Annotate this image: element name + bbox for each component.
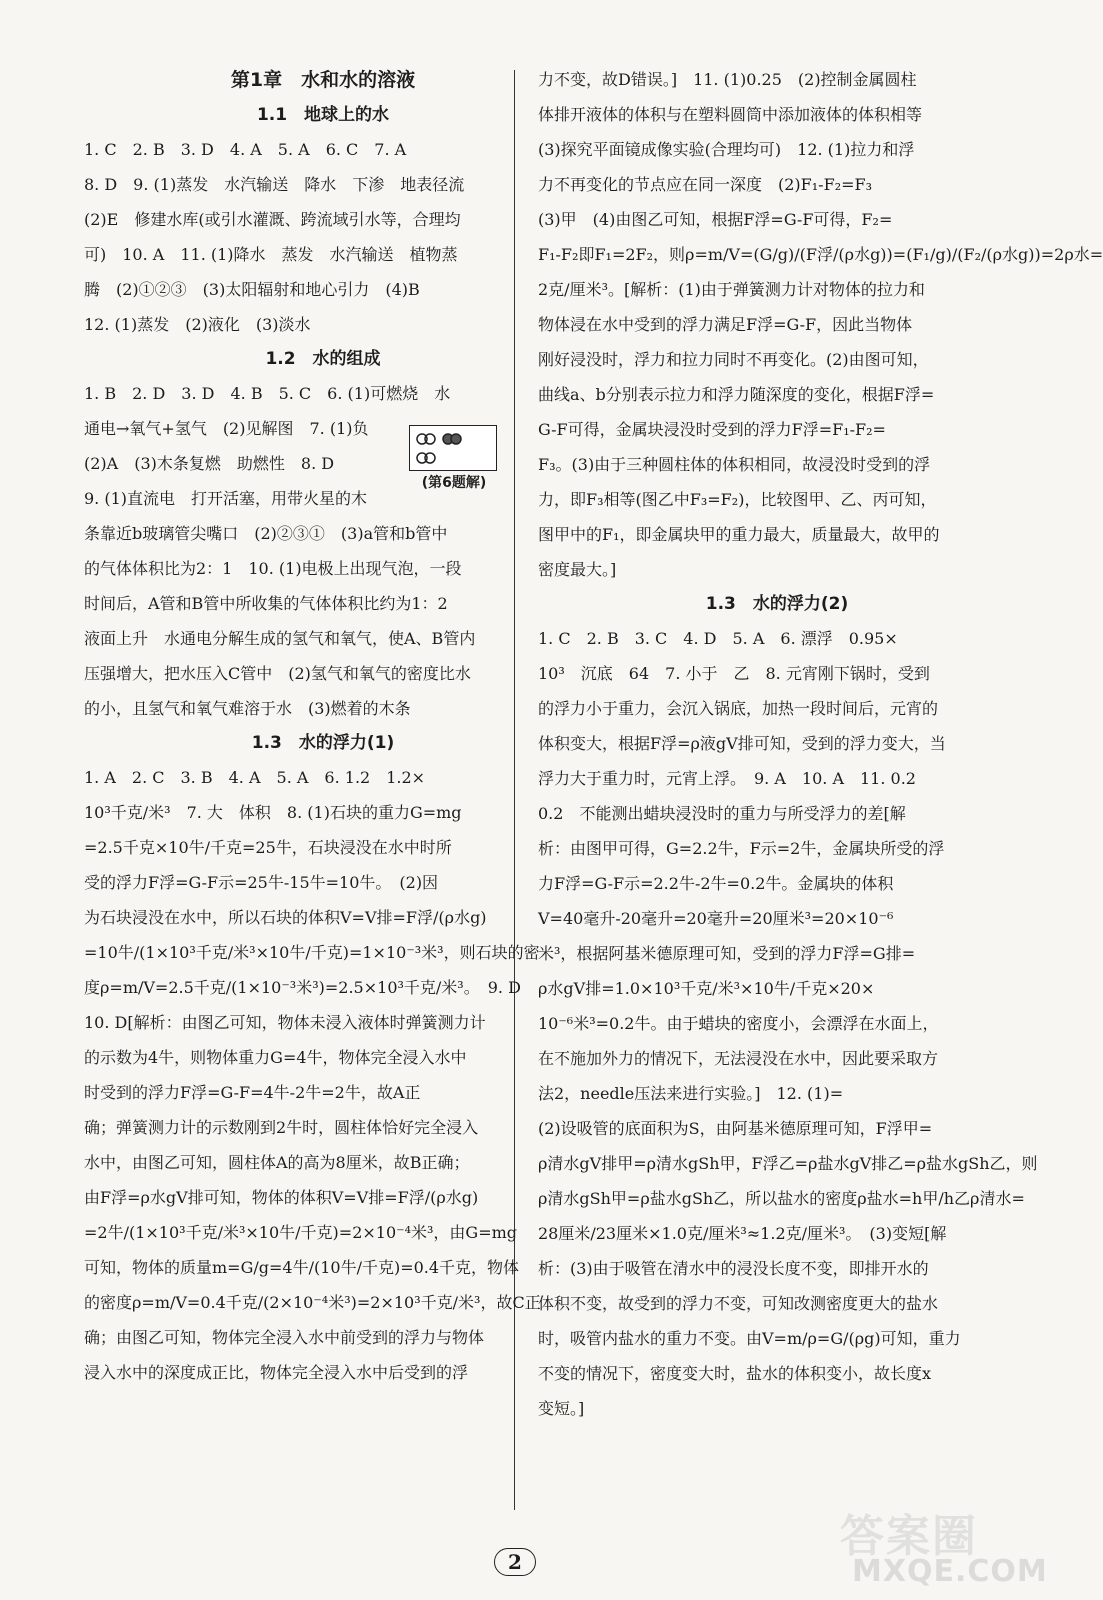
- answer-block: [538, 621, 1038, 1426]
- answer-line: 浸入水中的深度成正比，物体完全浸入水中后受到的浮: [84, 1363, 469, 1382]
- answer-line: V=40毫升-20毫升=20毫升=20厘米³=20×10⁻⁶: [538, 909, 894, 928]
- answer-block: [538, 62, 1103, 587]
- site-watermark: [840, 1500, 1048, 1590]
- electrolysis-answer-figure: [409, 425, 497, 471]
- figure-caption: (第6题解): [421, 475, 487, 491]
- answer-line: 可) 10. A 11. (1)降水 蒸发 水汽输送 植物蒸: [84, 245, 458, 264]
- answer-line: 法2，needle压法来进行实验。] 12. (1)=: [538, 1084, 844, 1103]
- answer-line: 可知，物体的质量m=G/g=4牛/(10牛/千克)=0.4千克，物体: [84, 1258, 520, 1277]
- answer-line: 28厘米/23厘米×1.0克/厘米³≈1.2克/厘米³。 (3)变短[解: [538, 1224, 947, 1243]
- answer-line: 条靠近b玻璃管尖嘴口 (2)②③① (3)a管和b管中: [84, 524, 448, 543]
- left-column: [84, 62, 562, 1390]
- answer-line: 变短。]: [538, 1399, 585, 1418]
- answer-line: 水中，由图乙可知，圆柱体A的高为8厘米，故B正确；: [84, 1153, 470, 1172]
- answer-line: 米³，根据阿基米德原理可知，受到的浮力F浮=G排=: [538, 944, 916, 963]
- answer-line: 1. C 2. B 3. D 4. A 5. A 6. C 7. A: [84, 140, 407, 159]
- section-title: 1.3 水的浮力(2): [705, 594, 849, 614]
- answer-line: 1. B 2. D 3. D 4. B 5. C 6. (1)可燃烧 水: [84, 384, 451, 403]
- gas-molecules-diagram: [410, 426, 496, 470]
- answer-line: 8. D 9. (1)蒸发 水汽输送 降水 下渗 地表径流: [84, 175, 465, 194]
- answer-line: 的气体体积比为2：1 10. (1)电极上出现气泡，一段: [84, 559, 462, 578]
- answer-line: 物体浸在水中受到的浮力满足F浮=G-F，因此当物体: [538, 315, 913, 334]
- answer-line: 力F浮=G-F示=2.2牛-2牛=0.2牛。金属块的体积: [538, 874, 894, 893]
- answer-line: 的密度ρ=m/V=0.4千克/(2×10⁻⁴米³)=2×10³千克/米³，故C正: [84, 1293, 541, 1312]
- section-title: 1.1 地球上的水: [256, 105, 390, 125]
- answer-line: 9. (1)直流电 打开活塞，用带火星的木: [84, 489, 368, 508]
- answer-line: 析：由图甲可得，G=2.2牛，F示=2牛，金属块所受的浮: [538, 839, 945, 858]
- section-title: 1.3 水的浮力(1): [251, 733, 395, 753]
- answer-line: 的浮力小于重力，会沉入锅底，加热一段时间后，元宵的: [538, 699, 939, 718]
- answer-line: 浮力大于重力时，元宵上浮。 9. A 10. A 11. 0.2: [538, 769, 916, 788]
- answer-line: 度ρ=m/V=2.5千克/(1×10⁻³米³)=2.5×10³千克/米³。 9. D: [84, 978, 521, 997]
- answer-line: 腾 (2)①②③ (3)太阳辐射和地心引力 (4)B: [84, 280, 420, 299]
- answer-line: =2牛/(1×10³千克/米³×10牛/千克)=2×10⁻⁴米³，由G=mg: [84, 1223, 518, 1242]
- answer-line: 受的浮力F浮=G-F示=25牛-15牛=10牛。 (2)因: [84, 873, 439, 892]
- answer-line: 在不施加外力的情况下，无法浸没在水中，因此要采取方: [538, 1049, 939, 1068]
- answer-line: 液面上升 水通电分解生成的氢气和氧气，使A、B管内: [84, 629, 476, 648]
- section-title: 1.2 水的组成: [265, 349, 381, 369]
- answer-line: 为石块浸没在水中，所以石块的体积V=V排=F浮/(ρ水g): [84, 908, 487, 927]
- answer-line: (3)探究平面镜成像实验(合理均可) 12. (1)拉力和浮: [538, 140, 915, 159]
- answer-line: ρ水gV排=1.0×10³千克/米³×10牛/千克×20×: [538, 979, 875, 998]
- answer-line: 的示数为4牛，则物体重力G=4牛，物体完全浸入水中: [84, 1048, 467, 1067]
- answer-line: =10牛/(1×10³千克/米³×10牛/千克)=1×10⁻³米³，则石块的密: [84, 943, 540, 962]
- answer-line: 析：(3)由于吸管在清水中的浸没长度不变，即排开水的: [538, 1259, 929, 1278]
- answer-line: 确；弹簧测力计的示数刚到2牛时，圆柱体恰好完全浸入: [84, 1118, 479, 1137]
- answer-line: F₃。(3)由于三种圆柱体的体积相同，故浸没时受到的浮: [538, 455, 931, 474]
- answer-line: 1. C 2. B 3. C 4. D 5. A 6. 漂浮 0.95×: [538, 629, 898, 648]
- answer-line: ρ清水gSh甲=ρ盐水gSh乙，所以盐水的密度ρ盐水=h甲/h乙ρ清水=: [538, 1189, 1025, 1208]
- answer-block: [84, 760, 562, 1390]
- answer-line: 2克/厘米³。[解析：(1)由于弹簧测力计对物体的拉力和: [538, 280, 925, 299]
- answer-line: 1. A 2. C 3. B 4. A 5. A 6. 1.2 1.2×: [84, 768, 426, 787]
- answer-line: 密度最大。]: [538, 560, 617, 579]
- answer-line: 刚好浸没时，浮力和拉力同时不再变化。(2)由图可知，: [538, 350, 929, 369]
- answer-line: 10³千克/米³ 7. 大 体积 8. (1)石块的重力G=mg: [84, 803, 462, 822]
- answer-line: 体排开液体的体积与在塑料圆筒中添加液体的体积相等: [538, 105, 923, 124]
- answer-line: 力不变，故D错误。] 11. (1)0.25 (2)控制金属圆柱: [538, 70, 917, 89]
- watermark-url-text: MXQE.COM: [852, 1554, 1048, 1589]
- answer-line: ρ清水gV排甲=ρ清水gSh甲，F浮乙=ρ盐水gV排乙=ρ盐水gSh乙，则: [538, 1154, 1038, 1173]
- answer-line: 确；由图乙可知，物体完全浸入水中前受到的浮力与物体: [84, 1328, 485, 1347]
- answer-line: 体积不变，故受到的浮力不变，可知改测密度更大的盐水: [538, 1294, 939, 1313]
- answer-line: 时受到的浮力F浮=G-F=4牛-2牛=2牛，故A正: [84, 1083, 421, 1102]
- watermark-logo-text: 答案圈: [840, 1511, 978, 1562]
- answer-line: 压强增大，把水压入C管中 (2)氢气和氧气的密度比水: [84, 664, 471, 683]
- right-column: [538, 62, 1103, 1426]
- answer-line: G-F可得，金属块浸没时受到的浮力F浮=F₁-F₂=: [538, 420, 886, 439]
- answer-line: 10. D[解析：由图乙可知，物体未浸入液体时弹簧测力计: [84, 1013, 486, 1032]
- answer-line: 力，即F₃相等(图乙中F₃=F₂)，比较图甲、乙、丙可知，: [538, 490, 937, 509]
- answer-line: 由F浮=ρ水gV排可知，物体的体积V=V排=F浮/(ρ水g): [84, 1188, 479, 1207]
- answer-line: 不变的情况下，密度变大时，盐水的体积变小，故长度x: [538, 1364, 932, 1383]
- answer-line: 12. (1)蒸发 (2)液化 (3)淡水: [84, 315, 311, 334]
- answer-line: F₁-F₂即F₁=2F₂，则ρ=m/V=(G/g)/(F浮/(ρ水g))=(F₁/g)/(F₂/(ρ水g))=2ρ水=: [538, 245, 1103, 264]
- answer-line: 曲线a、b分别表示拉力和浮力随深度的变化，根据F浮=: [538, 385, 935, 404]
- answer-line: 10⁻⁶米³=0.2牛。由于蜡块的密度小，会漂浮在水面上，: [538, 1014, 939, 1033]
- answer-line: 图甲中的F₁，即金属块甲的重力最大，质量最大，故甲的: [538, 525, 940, 544]
- answer-line: 时，吸管内盐水的重力不变。由V=m/ρ=G/(ρg)可知，重力: [538, 1329, 961, 1348]
- answer-line: (2)设吸管的底面积为S，由阿基米德原理可知，F浮甲=: [538, 1119, 933, 1138]
- answer-line: 体积变大，根据F浮=ρ液gV排可知，受到的浮力变大，当: [538, 734, 946, 753]
- answer-line: 的小，且氢气和氧气难溶于水 (3)燃着的木条: [84, 699, 411, 718]
- answer-line: 10³ 沉底 64 7. 小于 乙 8. 元宵刚下锅时，受到: [538, 664, 930, 683]
- answer-block: [84, 132, 562, 342]
- chapter-title: 第1章 水和水的溶液: [230, 69, 416, 91]
- answer-line: =2.5千克×10牛/千克=25牛，石块浸没在水中时所: [84, 838, 452, 857]
- answer-line: 时间后，A管和B管中所收集的气体体积比约为1：2: [84, 594, 448, 613]
- answer-line: (2)E 修建水库(或引水灌溉、跨流域引水等，合理均: [84, 210, 461, 229]
- answer-line: 力不再变化的节点应在同一深度 (2)F₁-F₂=F₃: [538, 175, 873, 194]
- answer-line: (2)A (3)木条复燃 助燃性 8. D: [84, 454, 335, 473]
- answer-line: 0.2 不能测出蜡块浸没时的重力与所受浮力的差[解: [538, 804, 906, 823]
- answer-line: (3)甲 (4)由图乙可知，根据F浮=G-F可得，F₂=: [538, 210, 893, 229]
- page-number: 2: [494, 1548, 536, 1576]
- answer-line: 通电→氧气+氢气 (2)见解图 7. (1)负: [84, 419, 369, 438]
